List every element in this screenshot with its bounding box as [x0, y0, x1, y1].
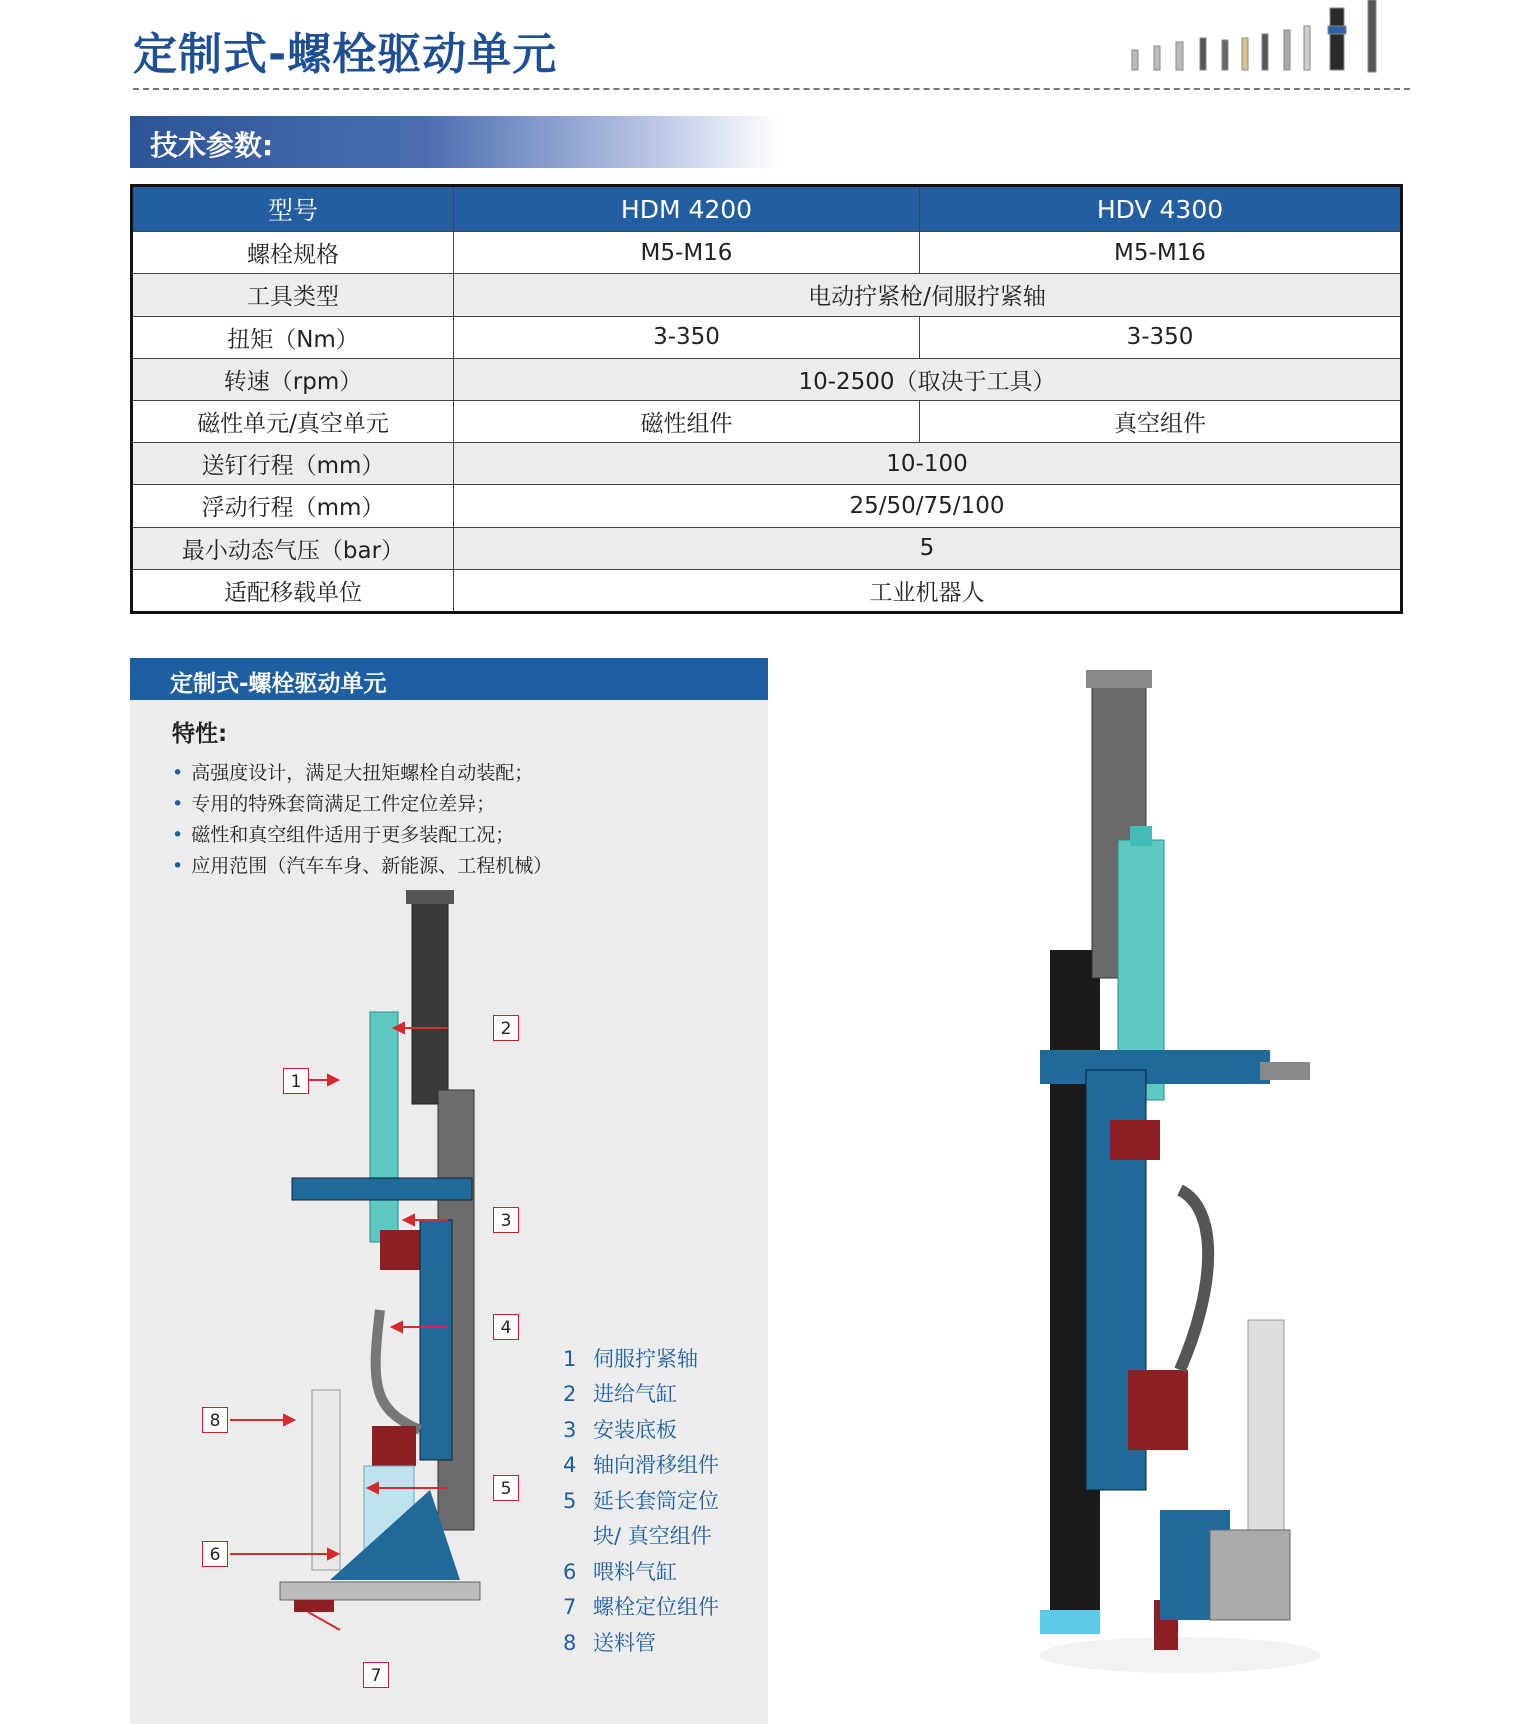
table-row: [132, 527, 1402, 569]
table-header-cell: 型号: [132, 186, 454, 232]
legend-item: 3 安装底板: [563, 1418, 677, 1442]
screw-samples-image: [1118, 0, 1418, 82]
legend-item: 1 伺服拧紧轴: [563, 1347, 698, 1371]
callout-1: 1: [283, 1068, 309, 1094]
table-cell: 10-2500（取决于工具）: [454, 358, 1402, 400]
section-title: 技术参数:: [150, 129, 274, 162]
table-cell: 转速（rpm）: [132, 358, 454, 400]
table-cell: 工业机器人: [454, 569, 1402, 612]
machine-render-image: [1030, 670, 1330, 1680]
table-cell: 5: [454, 527, 1402, 569]
legend-item: 块/ 真空组件: [593, 1524, 712, 1548]
table-cell: 真空组件: [920, 400, 1402, 442]
table-row: [132, 358, 1402, 400]
legend-item: 8 送料管: [563, 1631, 656, 1655]
table-cell: 25/50/75/100: [454, 485, 1402, 527]
table-cell: 送钉行程（mm）: [132, 443, 454, 485]
table-cell: 磁性组件: [454, 400, 920, 442]
table-cell: M5-M16: [920, 232, 1402, 274]
table-row: [132, 443, 1402, 485]
table-row: [132, 485, 1402, 527]
page-title: 定制式-螺栓驱动单元: [133, 29, 558, 80]
table-row: [132, 232, 1402, 274]
callout-6: 6: [202, 1541, 228, 1567]
feature-item: • 磁性和真空组件适用于更多装配工况；: [172, 824, 515, 846]
feature-panel-header: [130, 658, 768, 700]
table-cell: 3-350: [454, 316, 920, 358]
legend-item: 7 螺栓定位组件: [563, 1595, 719, 1619]
table-row: [132, 274, 1402, 316]
callout-5: 5: [493, 1475, 519, 1501]
feature-panel-title: 定制式-螺栓驱动单元: [170, 671, 387, 697]
legend-item: 6 喂料气缸: [563, 1560, 677, 1584]
spec-table: [130, 184, 1403, 614]
table-header-cell: HDV 4300: [920, 186, 1402, 232]
feature-item: • 高强度设计，满足大扭矩螺栓自动装配；: [172, 762, 534, 784]
table-cell: 10-100: [454, 443, 1402, 485]
table-cell: 3-350: [920, 316, 1402, 358]
table-cell: 电动拧紧枪/伺服拧紧轴: [454, 274, 1402, 316]
callout-3: 3: [493, 1207, 519, 1233]
annotated-machine-diagram: [180, 890, 560, 1690]
table-header-cell: HDM 4200: [454, 186, 920, 232]
callout-2: 2: [493, 1015, 519, 1041]
header-divider: [133, 88, 1410, 90]
callout-7: 7: [363, 1662, 389, 1688]
section-banner: [130, 116, 780, 168]
callout-8: 8: [202, 1407, 228, 1433]
table-cell: 磁性单元/真空单元: [132, 400, 454, 442]
feature-item: • 专用的特殊套筒满足工件定位差异；: [172, 793, 496, 815]
table-row: [132, 316, 1402, 358]
legend-item: 4 轴向滑移组件: [563, 1453, 719, 1477]
feature-item: • 应用范围（汽车车身、新能源、工程机械）: [172, 855, 553, 877]
table-row: [132, 400, 1402, 442]
table-cell: M5-M16: [454, 232, 920, 274]
legend-item: 5 延长套筒定位: [563, 1489, 719, 1513]
callout-4: 4: [493, 1314, 519, 1340]
table-header-row: [132, 186, 1402, 232]
table-cell: 扭矩（Nm）: [132, 316, 454, 358]
legend-item: 2 进给气缸: [563, 1382, 677, 1406]
table-cell: 最小动态气压（bar）: [132, 527, 454, 569]
features-heading: 特性:: [172, 721, 228, 747]
table-cell: 适配移载单位: [132, 569, 454, 612]
table-row: [132, 569, 1402, 612]
table-cell: 工具类型: [132, 274, 454, 316]
table-cell: 浮动行程（mm）: [132, 485, 454, 527]
table-cell: 螺栓规格: [132, 232, 454, 274]
